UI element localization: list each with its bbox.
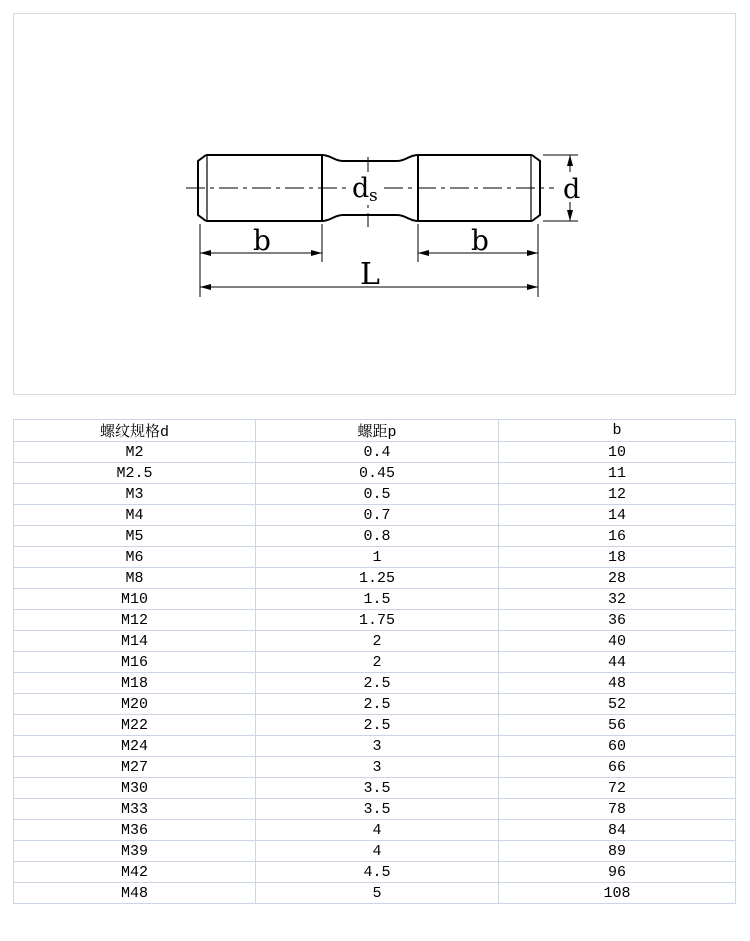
table-row bbox=[14, 463, 736, 484]
table-cell: 1.75 bbox=[256, 610, 499, 631]
table-cell: 84 bbox=[499, 820, 736, 841]
table-row bbox=[14, 484, 736, 505]
table-cell: 48 bbox=[499, 673, 736, 694]
table-row bbox=[14, 820, 736, 841]
table-cell: 10 bbox=[499, 442, 736, 463]
table-row bbox=[14, 526, 736, 547]
table-cell: M2 bbox=[14, 442, 256, 463]
spec-table-body bbox=[14, 442, 736, 904]
table-row bbox=[14, 610, 736, 631]
table-row bbox=[14, 799, 736, 820]
table-cell: 52 bbox=[499, 694, 736, 715]
dimension-label-ds-subscript: s bbox=[369, 186, 378, 206]
table-cell: 0.7 bbox=[256, 505, 499, 526]
table-cell: M22 bbox=[14, 715, 256, 736]
arrow-left-icon bbox=[200, 284, 211, 290]
table-cell: 28 bbox=[499, 568, 736, 589]
table-cell: M6 bbox=[14, 547, 256, 568]
arrow-up-icon bbox=[567, 155, 573, 166]
table-cell: M8 bbox=[14, 568, 256, 589]
table-cell: 56 bbox=[499, 715, 736, 736]
table-cell: 2 bbox=[256, 652, 499, 673]
table-row bbox=[14, 883, 736, 904]
table-cell: 4 bbox=[256, 841, 499, 862]
table-row bbox=[14, 631, 736, 652]
table-cell: 0.45 bbox=[256, 463, 499, 484]
table-cell: 0.5 bbox=[256, 484, 499, 505]
table-cell: 66 bbox=[499, 757, 736, 778]
table-cell: 2 bbox=[256, 631, 499, 652]
table-cell: 2.5 bbox=[256, 673, 499, 694]
table-header-row bbox=[14, 420, 736, 442]
arrow-down-icon bbox=[567, 210, 573, 221]
table-cell: M39 bbox=[14, 841, 256, 862]
table-cell: 3 bbox=[256, 757, 499, 778]
table-cell: 72 bbox=[499, 778, 736, 799]
table-cell: M14 bbox=[14, 631, 256, 652]
table-cell: M30 bbox=[14, 778, 256, 799]
table-row bbox=[14, 841, 736, 862]
table-row bbox=[14, 442, 736, 463]
table-cell: M3 bbox=[14, 484, 256, 505]
table-cell: M16 bbox=[14, 652, 256, 673]
arrow-left-icon bbox=[200, 250, 211, 256]
spec-table bbox=[13, 419, 736, 904]
table-cell: M5 bbox=[14, 526, 256, 547]
dimension-label-b-right: b bbox=[471, 224, 489, 257]
table-cell: M24 bbox=[14, 736, 256, 757]
table-cell: M33 bbox=[14, 799, 256, 820]
table-cell: 78 bbox=[499, 799, 736, 820]
table-cell: 3.5 bbox=[256, 799, 499, 820]
table-cell: M12 bbox=[14, 610, 256, 631]
dimension-label-L: L bbox=[360, 257, 380, 292]
table-header-pitch: 螺距p bbox=[256, 420, 499, 442]
table-cell: 3 bbox=[256, 736, 499, 757]
arrow-right-icon bbox=[527, 284, 538, 290]
table-cell: M18 bbox=[14, 673, 256, 694]
table-cell: 96 bbox=[499, 862, 736, 883]
table-row bbox=[14, 547, 736, 568]
table-row bbox=[14, 673, 736, 694]
table-cell: 5 bbox=[256, 883, 499, 904]
table-cell: 3.5 bbox=[256, 778, 499, 799]
table-cell: 0.4 bbox=[256, 442, 499, 463]
table-cell: 36 bbox=[499, 610, 736, 631]
arrow-right-icon bbox=[311, 250, 322, 256]
table-cell: 108 bbox=[499, 883, 736, 904]
table-cell: 1 bbox=[256, 547, 499, 568]
table-cell: M27 bbox=[14, 757, 256, 778]
table-cell: 60 bbox=[499, 736, 736, 757]
table-cell: 89 bbox=[499, 841, 736, 862]
table-cell: 2.5 bbox=[256, 715, 499, 736]
table-cell: M48 bbox=[14, 883, 256, 904]
table-cell: 16 bbox=[499, 526, 736, 547]
table-cell: M2.5 bbox=[14, 463, 256, 484]
table-cell: 1.5 bbox=[256, 589, 499, 610]
arrow-left-icon bbox=[418, 250, 429, 256]
table-cell: 18 bbox=[499, 547, 736, 568]
table-row bbox=[14, 862, 736, 883]
table-cell: 40 bbox=[499, 631, 736, 652]
table-row bbox=[14, 715, 736, 736]
table-cell: M10 bbox=[14, 589, 256, 610]
dimension-label-b-left: b bbox=[253, 224, 271, 257]
dimension-label-ds: d bbox=[352, 173, 370, 204]
table-cell: M4 bbox=[14, 505, 256, 526]
table-cell: 1.25 bbox=[256, 568, 499, 589]
table-cell: M42 bbox=[14, 862, 256, 883]
table-cell: 2.5 bbox=[256, 694, 499, 715]
table-cell: 12 bbox=[499, 484, 736, 505]
table-header-b: b bbox=[499, 420, 736, 442]
table-cell: 0.8 bbox=[256, 526, 499, 547]
stud-technical-drawing bbox=[0, 0, 750, 410]
drawing-panel bbox=[0, 0, 750, 410]
table-cell: M20 bbox=[14, 694, 256, 715]
table-row bbox=[14, 568, 736, 589]
table-header-thread-spec: 螺纹规格d bbox=[14, 420, 256, 442]
table-cell: M36 bbox=[14, 820, 256, 841]
table-cell: 14 bbox=[499, 505, 736, 526]
table-row bbox=[14, 589, 736, 610]
table-cell: 4 bbox=[256, 820, 499, 841]
table-row bbox=[14, 505, 736, 526]
table-row bbox=[14, 694, 736, 715]
table-cell: 32 bbox=[499, 589, 736, 610]
table-cell: 4.5 bbox=[256, 862, 499, 883]
table-row bbox=[14, 736, 736, 757]
table-cell: 44 bbox=[499, 652, 736, 673]
table-row bbox=[14, 778, 736, 799]
table-row bbox=[14, 757, 736, 778]
dimension-label-d: d bbox=[563, 174, 581, 205]
arrow-right-icon bbox=[527, 250, 538, 256]
table-row bbox=[14, 652, 736, 673]
table-cell: 11 bbox=[499, 463, 736, 484]
